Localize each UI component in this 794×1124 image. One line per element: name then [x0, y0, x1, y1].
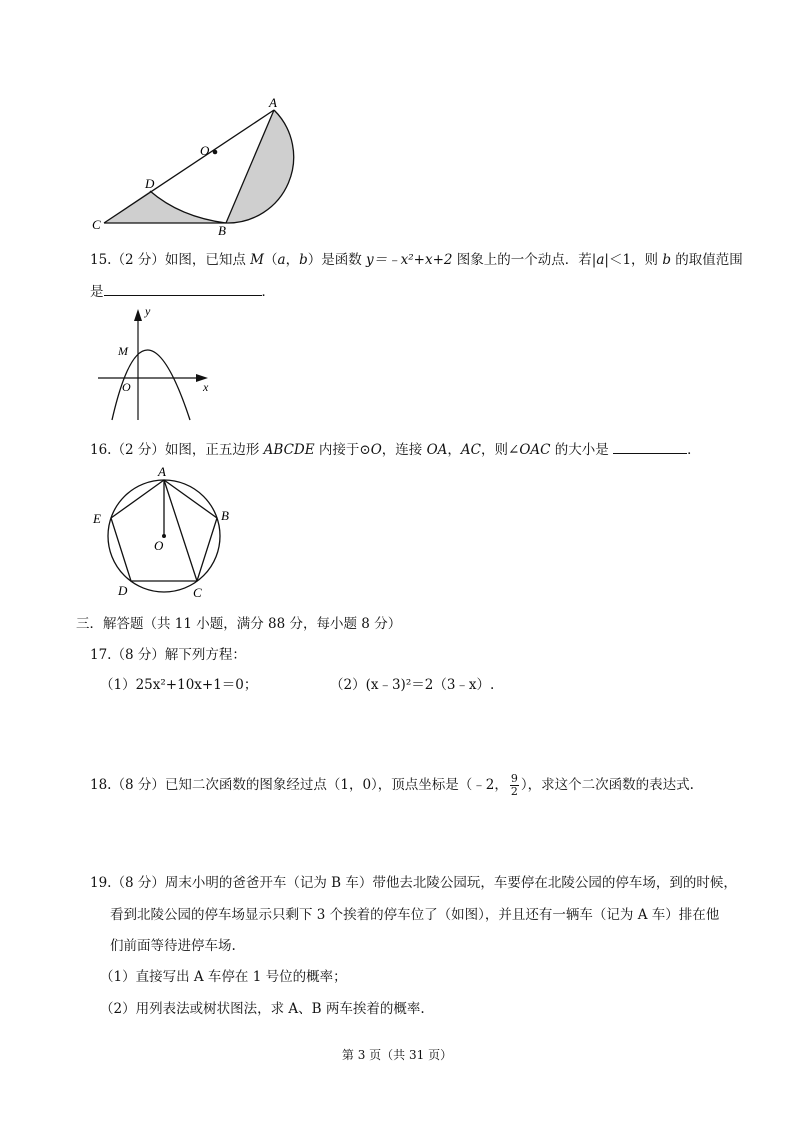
page-footer: 第 3 页（共 31 页） [341, 1048, 453, 1062]
q16-oac: OAC [519, 442, 551, 458]
q17-line [90, 645, 246, 665]
q15-abs-a: a [596, 252, 605, 268]
y-axis-arrow [134, 309, 142, 321]
label-b: B [221, 508, 229, 523]
label-a: A [269, 95, 277, 110]
q18-score: （8 分） [111, 777, 165, 793]
label-y: y [145, 305, 151, 318]
q15-line1 [90, 250, 743, 270]
q18-fraction [510, 773, 519, 798]
q18-frac-den: 2 [510, 785, 518, 798]
label-b: B [218, 223, 226, 235]
segment-ac [164, 480, 197, 581]
q19-text-1: 周末小明的爸爸开车（记为 B 车）带他去北陵公园玩，车要停在北陵公园的停车场，到的时候， [164, 875, 737, 891]
q16-text-c: ，连接 [381, 442, 427, 458]
q16-text-a: 如图，正五边形 [164, 442, 264, 458]
section3-heading: 三．解答题（共 11 小题，满分 88 分，每小题 8 分） [76, 616, 402, 632]
q17-part1: （1）25x²+10x+1＝0； [100, 677, 258, 693]
q15-number: 15. [90, 252, 112, 268]
q16-score: （2 分） [111, 442, 165, 458]
q16-ac: AC [460, 442, 482, 458]
q19-line2: 看到北陵公园的停车场显示只剩下 3 个挨着的停车位了（如图），并且还有一辆车（记为 A 车）排在他 [110, 907, 720, 923]
label-o: O [154, 538, 164, 553]
q15-answer-blank[interactable] [104, 281, 262, 296]
q15-text-a: 如图，已知点 [164, 252, 251, 268]
label-e: E [93, 511, 101, 526]
shaded-region-left [104, 191, 226, 223]
q15-comma: ， [285, 252, 300, 268]
q16-answer-blank[interactable] [613, 439, 687, 454]
q15-text-shi: 是 [90, 284, 104, 300]
q16-circle: O [370, 442, 382, 458]
q15-func: y＝﹣x²+x+2 [366, 252, 453, 268]
label-c: C [92, 217, 101, 232]
q16-text-f: 的大小是 [550, 442, 614, 458]
q18-frac-num: 9 [510, 772, 518, 785]
q15-text-c: 图象上的一个动点．若| [452, 252, 597, 268]
q17-score: （8 分） [111, 647, 165, 663]
q18-text-b: ），求这个二次函数的表达式. [520, 777, 694, 793]
q17-part2: （2）(x﹣3)²＝2（3﹣x）. [330, 677, 495, 693]
figure-q14 [90, 95, 300, 235]
label-m: M [118, 344, 128, 358]
q15-end: ． [261, 284, 275, 300]
label-o: O [200, 143, 210, 158]
label-c: C [193, 585, 202, 600]
label-a: A [158, 464, 166, 479]
figure-q16 [88, 462, 248, 602]
q17-number: 17. [90, 647, 112, 663]
q15-point: M [250, 252, 264, 268]
q18-number: 18. [90, 777, 112, 793]
q17-text: 解下列方程： [164, 647, 246, 663]
q15-score: （2 分） [111, 252, 165, 268]
q19-line3: 们前面等待进停车场. [110, 938, 236, 954]
q16-oa: OA [426, 442, 448, 458]
label-x: x [203, 380, 209, 394]
label-d: D [118, 583, 128, 598]
q16-end: ． [687, 442, 701, 458]
q15-a: a [277, 252, 286, 268]
label-d: D [145, 176, 155, 191]
q19-part1: （1）直接写出 A 车停在 1 号位的概率； [100, 969, 347, 985]
q16-text-e: ，则∠ [481, 442, 520, 458]
q16-text-d: ， [447, 442, 461, 458]
q19-part2: （2）用列表法或树状图法，求 A、B 两车挨着的概率. [100, 1001, 425, 1017]
figure-q15 [90, 305, 220, 425]
q16-text-b: 内接于⊙ [314, 442, 371, 458]
q15-text-b: ）是函数 [307, 252, 367, 268]
q15-b: b [299, 252, 308, 268]
shaded-region-right [226, 110, 294, 223]
q15-line2 [90, 281, 275, 302]
q18-text-a: 已知二次函数的图象经过点（1，0），顶点坐标是（﹣2， [164, 777, 508, 793]
point-o [213, 150, 218, 155]
q15-text-e: 的取值范围 [671, 252, 743, 268]
q16-pentagon: ABCDE [263, 442, 315, 458]
q19-line1 [90, 873, 737, 893]
label-o: O [122, 380, 131, 394]
q19-number: 19. [90, 875, 112, 891]
q19-score: （8 分） [111, 875, 165, 891]
q15-text-d: |＜1，则 [604, 252, 663, 268]
q15-paren: （ [264, 252, 278, 268]
q18-line [90, 773, 694, 798]
q16-line [90, 439, 701, 460]
q15-b2: b [662, 252, 671, 268]
q16-number: 16. [90, 442, 112, 458]
